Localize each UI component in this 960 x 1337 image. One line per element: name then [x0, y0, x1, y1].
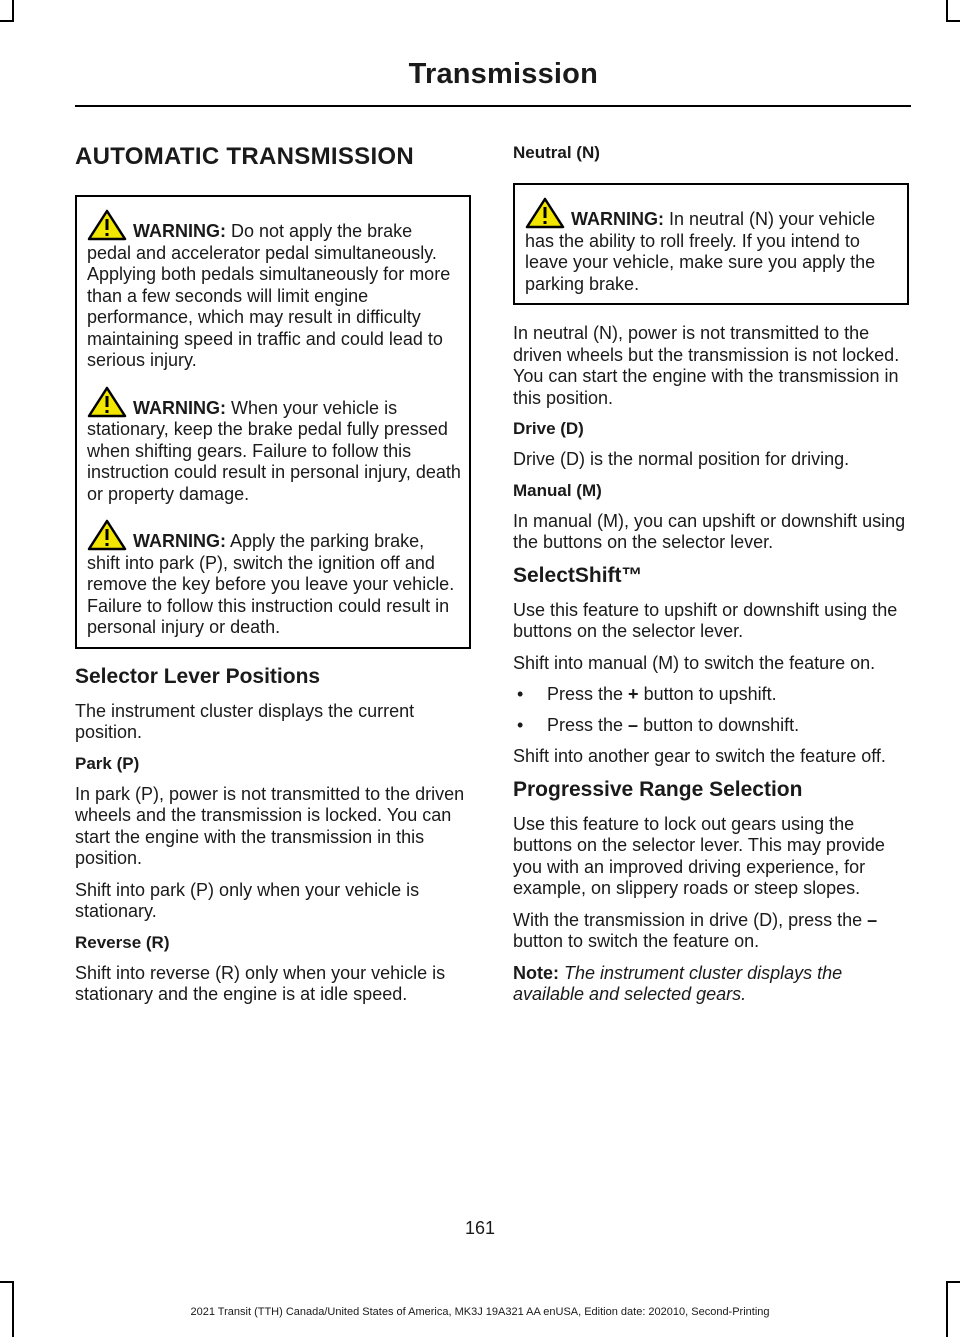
warning-triangle-icon — [87, 209, 127, 241]
selector-text: The instrument cluster displays the current position. — [75, 700, 415, 742]
minus-symbol: – — [628, 714, 639, 735]
crop-mark-top-left-h — [0, 20, 14, 22]
minus-symbol: – — [867, 909, 878, 930]
selectshift-heading: SelectShift™ — [513, 563, 643, 587]
list-item — [513, 715, 909, 737]
page-footer: 2021 Transit (TTH) Canada/United States of America, MK3J 19A321 AA enUSA, Edition date: 202010, Second-Printing — [190, 1306, 770, 1318]
crop-mark-top-left-v — [12, 0, 14, 22]
park-heading: Park (P) — [75, 753, 140, 773]
warning-text: In neutral (N) your vehicle has the ability to roll freely. If you intend to leave your vehicle, make sure you apply the parking brake. — [525, 209, 876, 294]
park-text: Shift into park (P) only when your vehicle is stationary. — [75, 879, 420, 921]
neutral-text: In neutral (N), power is not transmitted to the driven wheels but the transmission is not locked. You can start the engine with the transmission in this position. — [513, 323, 900, 408]
bullet-icon: • — [517, 684, 524, 704]
progressive-text-part: button to switch the feature on. — [513, 931, 760, 951]
selectshift-text: Shift into manual (M) to switch the feature on. — [513, 652, 876, 673]
manual-heading: Manual (M) — [513, 480, 602, 500]
manual-text: In manual (M), you can upshift or downshift using the buttons on the selector lever. — [513, 510, 906, 552]
drive-text: Drive (D) is the normal position for driving. — [513, 449, 850, 469]
warning-item — [87, 519, 461, 639]
bullet-text: button to upshift. — [638, 684, 777, 704]
section-heading: AUTOMATIC TRANSMISSION — [75, 143, 415, 170]
list-item — [513, 684, 909, 706]
bullet-text: Press the — [547, 714, 629, 735]
warning-label: WARNING: — [133, 221, 226, 241]
left-column — [75, 143, 471, 1016]
warning-box — [513, 183, 909, 305]
bullet-text: button to downshift. — [638, 714, 800, 735]
crop-mark-top-right-h — [946, 20, 960, 22]
page-number: 161 — [464, 1218, 496, 1238]
progressive-heading: Progressive Range Selection — [513, 777, 803, 801]
warning-text: Do not apply the brake pedal and accelerator pedal simultaneously. Applying both pedals simultaneously for more than a few seconds will limit engine performance, which may result in difficulty maintaining speed in traffic and could lead to serious injury. — [87, 221, 451, 370]
warning-label: WARNING: — [133, 397, 226, 418]
plus-symbol: + — [628, 684, 639, 704]
warning-text: When your vehicle is stationary, keep the brake pedal fully pressed when shifting gears. Failure to follow this instruction could result in personal injury, death or property damage. — [87, 397, 461, 504]
warning-triangle-icon — [525, 197, 565, 229]
bullet-text: Press the — [547, 684, 629, 704]
warning-item — [87, 209, 461, 372]
crop-mark-bottom-left-h — [0, 1281, 14, 1283]
warning-text: Apply the parking brake, shift into park (P), switch the ignition off and remove the key before you leave your vehicle. Failure to follow this instruction could result in personal injury or death. — [87, 531, 455, 637]
note-label: Note: — [513, 962, 559, 983]
warning-box — [75, 195, 471, 649]
note — [513, 963, 909, 1006]
progressive-text — [513, 910, 909, 953]
right-column — [513, 143, 909, 1016]
neutral-heading: Neutral (N) — [513, 143, 600, 162]
park-text: In park (P), power is not transmitted to the driven wheels and the transmission is locked. You can start the engine with the transmission in this position. — [75, 783, 465, 868]
crop-mark-top-right-v — [946, 0, 948, 22]
warning-label: WARNING: — [133, 531, 226, 551]
reverse-heading: Reverse (R) — [75, 932, 170, 952]
bullet-icon: • — [517, 714, 524, 735]
selector-heading: Selector Lever Positions — [75, 664, 321, 688]
progressive-text: Use this feature to lock out gears using the buttons on the selector lever. This may provide you with an improved driving experience, for example, on slippery roads or steep slopes. — [513, 813, 885, 898]
warning-triangle-icon — [87, 386, 127, 418]
selectshift-text: Shift into another gear to switch the feature off. — [513, 746, 886, 766]
progressive-text-part: With the transmission in drive (D), press the — [513, 909, 868, 930]
drive-heading: Drive (D) — [513, 419, 584, 438]
warning-item — [525, 197, 899, 295]
warning-triangle-icon — [87, 519, 127, 551]
note-text: The instrument cluster displays the available and selected gears. — [513, 962, 843, 1004]
shift-button-list — [513, 684, 909, 736]
page-header-title: Transmission — [408, 58, 598, 90]
crop-mark-bottom-right-h — [946, 1281, 960, 1283]
warning-label: WARNING: — [571, 209, 664, 229]
header-divider — [75, 105, 911, 107]
selectshift-text: Use this feature to upshift or downshift using the buttons on the selector lever. — [513, 599, 898, 641]
reverse-text: Shift into reverse (R) only when your vehicle is stationary and the engine is at idle speed. — [75, 962, 446, 1004]
warning-item — [87, 386, 461, 506]
